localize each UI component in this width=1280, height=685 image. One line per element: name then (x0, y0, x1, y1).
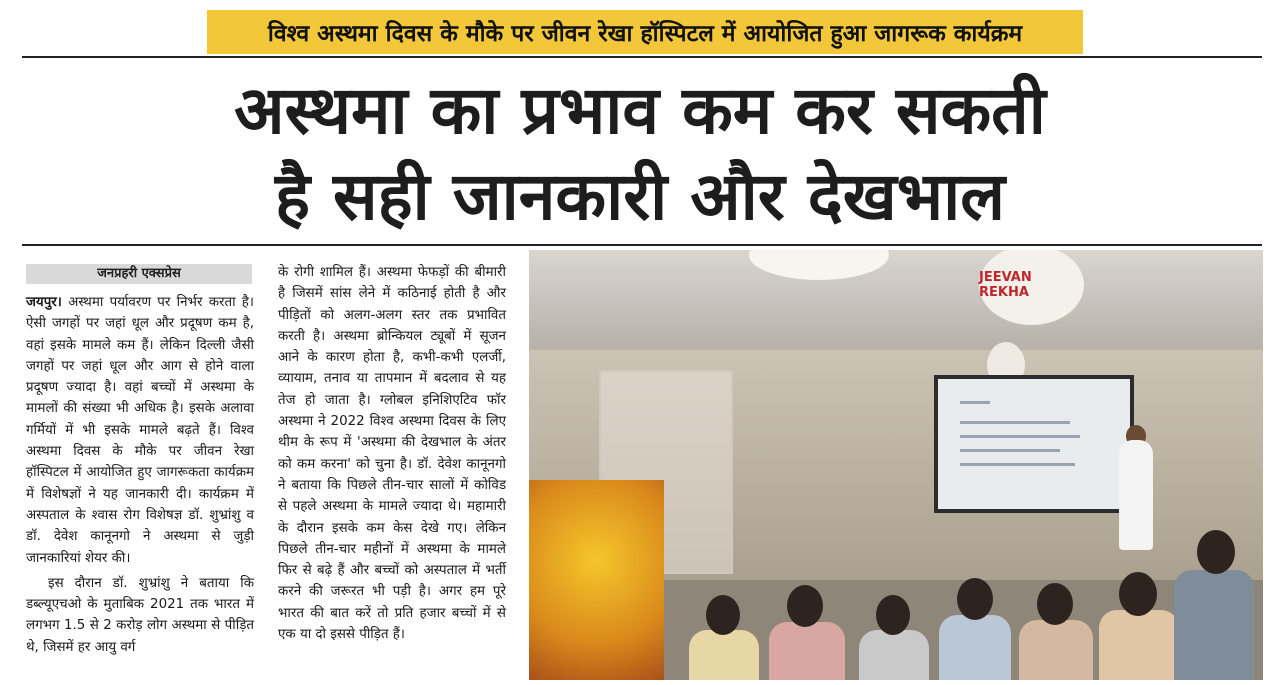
audience-head (876, 595, 910, 635)
jeevan-rekha-logo-balloon: JEEVAN REKHA (979, 250, 1084, 325)
audience-head (1197, 530, 1235, 574)
headline-line-2: है सही जानकारी और देखभाल (274, 158, 1006, 235)
article-column-2 (278, 262, 506, 645)
headline-rule (22, 244, 1262, 246)
audience-member (859, 630, 929, 680)
article-paragraph-1 (26, 292, 254, 569)
photo-ceiling (529, 250, 1263, 350)
audience-member (689, 630, 759, 680)
projector-screen (934, 375, 1134, 513)
audience-head (957, 578, 993, 620)
dateline: जयपुर। (26, 295, 62, 310)
decorated-idol (529, 480, 664, 680)
audience-member (1174, 570, 1254, 680)
event-photo (529, 250, 1263, 680)
audience-head (706, 595, 740, 635)
audience-member (1099, 610, 1179, 680)
audience-member (1019, 620, 1093, 680)
audience-head (1037, 583, 1073, 625)
top-rule (22, 56, 1262, 58)
article-column-1 (26, 292, 254, 658)
audience-head (787, 585, 823, 627)
article-paragraph-3: के रोगी शामिल हैं। अस्थमा फेफड़ों की बीमारी है जिसमें सांस लेने में कठिनाई होती है और पीड़ितों को अलग-अलग स्तर तक प्रभावित करती है। अस्थमा ब्रोन्कियल ट्यूबों में सूजन आने के कारण होता है, कभी-कभी एलर्जी, व्यायाम, तनाव या तापमान में बदलाव से यह तेज हो जाता है। ग्लोबल इनिशिएटिव फॉर अस्थमा ने 2022 विश्व अस्थमा दिवस के लिए थीम के रूप में 'अस्थमा की देखभाल के अंतर को कम करना' को चुना है। डॉ. देवेश कानूनगो ने बताया कि पिछले तीन-चार सालों में कोविड से पहले अस्थमा के मामले ज्यादा थे। महामारी के दौरान इसके कम केस देखे गए। लेकिन पिछले तीन-चार महीनों में अस्थमा के मामले फिर से बढ़े हैं और बच्चों को अस्पताल में भर्ती करने की जरूरत भी पड़ी है। अगर हम पूरे भारत की बात करें तो प्रति हजार बच्चों में से एक या दो इससे पीड़ित हैं। (278, 265, 506, 643)
audience-head (1119, 572, 1157, 616)
kicker-banner: विश्व अस्थमा दिवस के मौके पर जीवन रेखा हॉस्पिटल में आयोजित हुआ जागरूक कार्यक्रम (207, 10, 1083, 54)
byline: जनप्रहरी एक्सप्रेस (26, 264, 252, 284)
audience-member (769, 622, 845, 680)
article-paragraph-2: इस दौरान डॉ. शुभ्रांशु ने बताया कि डब्ल्यूएचओ के मुताबिक 2021 तक भारत में लगभग 1.5 से 2 करोड़ लोग अस्थमा से पीड़ित थे, जिसमें हर आयु वर्ग (26, 575, 254, 655)
audience-member (939, 615, 1011, 680)
headline (40, 68, 1240, 240)
speaker-figure (1119, 440, 1153, 550)
article-text-1: अस्थमा पर्यावरण पर निर्भर करता है। ऐसी जगहों पर जहां धूल और प्रदूषण कम है, वहां इसके मामले कम हैं। लेकिन दिल्ली जैसी जगहों पर जहां धूल और आग से होने वाला प्रदूषण ज्यादा है। वहां बच्चों में अस्थमा के मामलों की संख्या भी अधिक है। इसके अलावा गर्मियों में भी इसके मामले बढ़ते हैं। विश्व अस्थमा दिवस के मौके पर जीवन रेखा हॉस्पिटल में आयोजित हुए जागरूकता कार्यक्रम में विशेषज्ञों ने यह जानकारी दी। कार्यक्रम में अस्पताल के श्वास रोग विशेषज्ञ डॉ. शुभ्रांशु व डॉ. देवेश कानूनगो ने अस्थमा से जुड़ी जानकारियां शेयर की। (26, 295, 254, 566)
headline-line-1: अस्थमा का प्रभाव कम कर सकती (234, 72, 1046, 149)
